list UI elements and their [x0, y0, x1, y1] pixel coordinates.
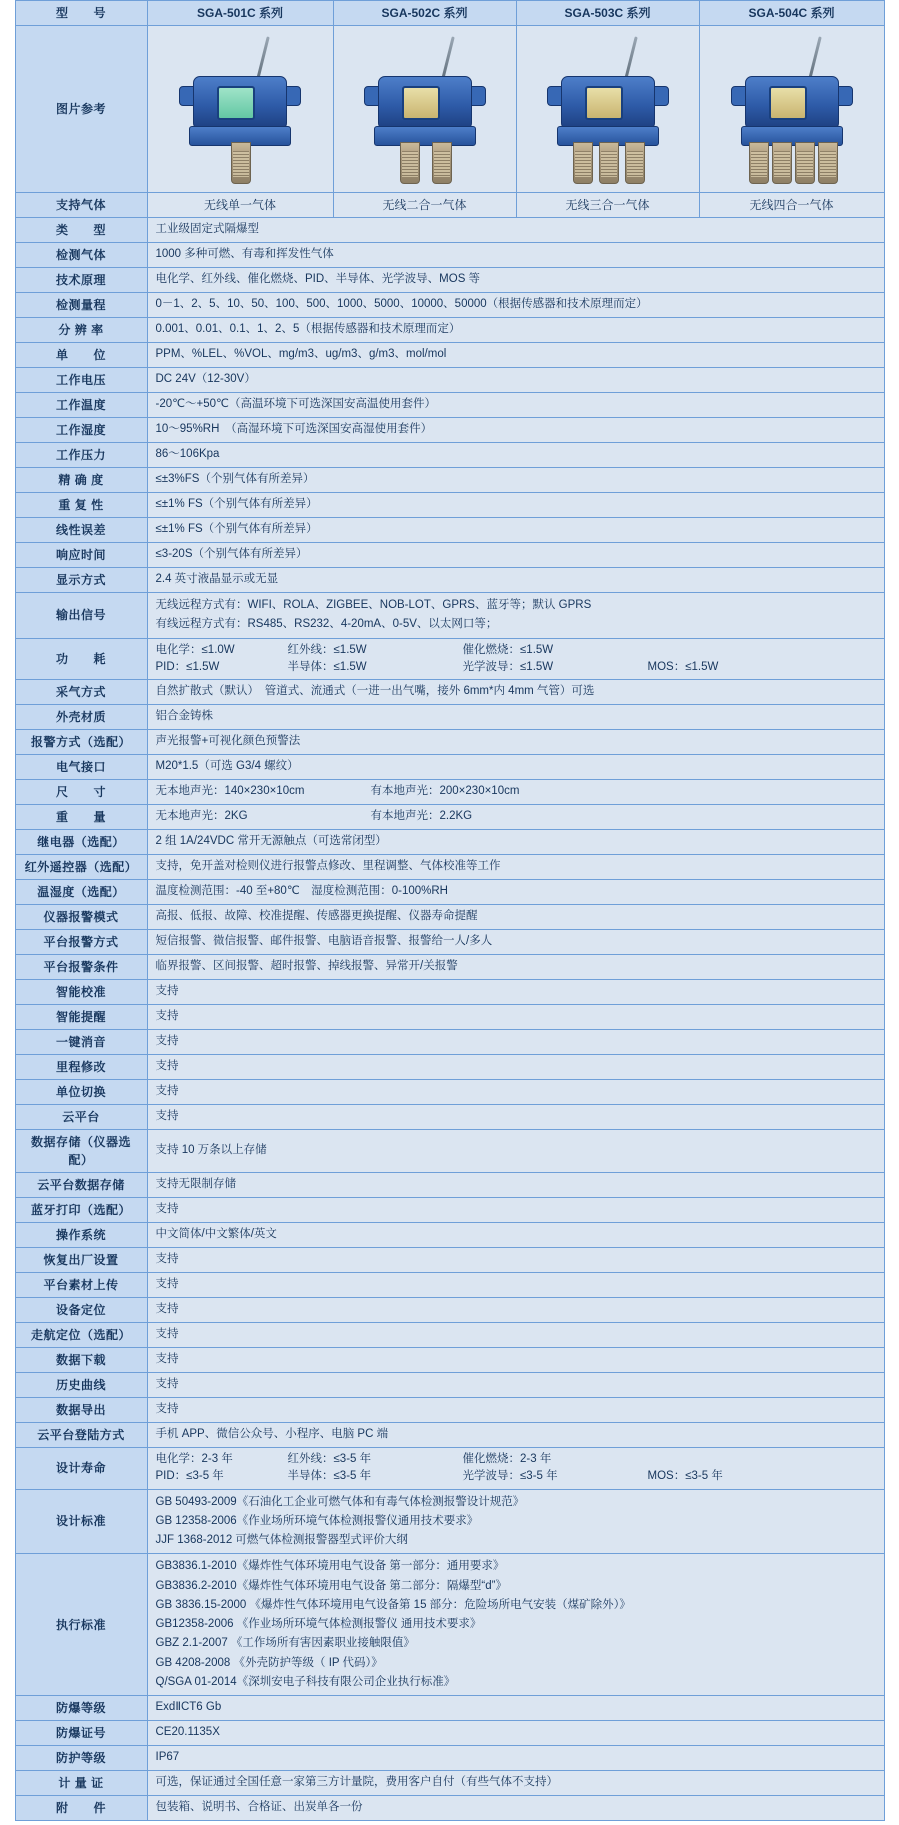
- sensor-probe-2: [432, 142, 452, 184]
- row-value-data-export: 支持: [147, 1398, 884, 1423]
- table-row-accuracy: [15, 468, 884, 493]
- product-image-502c: [333, 26, 516, 193]
- table-row-display: [15, 568, 884, 593]
- row-label-sampling: 采气方式: [15, 680, 147, 705]
- row-value-design-life: [147, 1448, 884, 1490]
- row-value-material-upload: 支持: [147, 1273, 884, 1298]
- table-row-data-download: [15, 1348, 884, 1373]
- power-infrared: 红外线：≤1.5W: [287, 643, 367, 656]
- row-value-ex-rating: ExdⅡCT6 Gb: [147, 1696, 884, 1721]
- supported-gas-502c: 无线二合一气体: [333, 193, 516, 218]
- table-row-design-life: [15, 1448, 884, 1490]
- row-label-weight: 重 量: [15, 805, 147, 830]
- row-value-unit: PPM、%LEL、%VOL、mg/m3、ug/m3、g/m3、mol/mol: [147, 343, 884, 368]
- row-value-accessories: 包装箱、说明书、合格证、出炭单各一份: [147, 1796, 884, 1821]
- table-row-response-time: [15, 543, 884, 568]
- table-row-resolution: [15, 318, 884, 343]
- table-row-model: [15, 1, 884, 26]
- row-value-type: 工业级固定式隔爆型: [147, 218, 884, 243]
- table-row-metrology-certificate: [15, 1771, 884, 1796]
- sensor-probe-1: [400, 142, 420, 184]
- table-row-ip-rating: [15, 1746, 884, 1771]
- row-label-response-time: 响应时间: [15, 543, 147, 568]
- row-value-response-time: ≤3-20S（个别气体有所差异）: [147, 543, 884, 568]
- row-label-metrology-certificate: 计 量 证: [15, 1771, 147, 1796]
- row-value-execution-standard: [147, 1554, 884, 1696]
- table-row-data-export: [15, 1398, 884, 1423]
- row-label-pressure: 工作压力: [15, 443, 147, 468]
- weight-with-alarm: 有本地声光：2.2KG: [370, 810, 473, 823]
- row-label-data-download: 数据下载: [15, 1348, 147, 1373]
- table-row-accessories: [15, 1796, 884, 1821]
- row-label-range: 检测量程: [15, 293, 147, 318]
- row-label-range-modify: 里程修改: [15, 1055, 147, 1080]
- table-row-weight: [15, 805, 884, 830]
- model-502c: SGA-502C 系列: [333, 1, 516, 26]
- row-value-resolution: 0.001、0.01、0.1、1、2、5（根据传感器和技术原理而定）: [147, 318, 884, 343]
- sensor-probe-1: [573, 142, 593, 184]
- row-value-platform-alarm-mode: 短信报警、微信报警、邮件报警、电脑语音报警、报警给一人/多人: [147, 930, 884, 955]
- table-row-ex-certificate: [15, 1721, 884, 1746]
- detector-manifold: [374, 126, 476, 146]
- row-label-ip-rating: 防护等级: [15, 1746, 147, 1771]
- row-value-temperature: -20℃～+50℃（高温环境下可选深国安高温使用套件）: [147, 393, 884, 418]
- row-value-data-storage: 支持 10 万条以上存储: [147, 1130, 884, 1173]
- sensor-probe-3: [625, 142, 645, 184]
- row-label-data-storage: 数据存储（仪器选配）: [15, 1130, 147, 1173]
- model-501c: SGA-501C 系列: [147, 1, 333, 26]
- table-row-alarm-type: [15, 730, 884, 755]
- row-value-output-signal: [147, 593, 884, 639]
- sensor-probe-2: [599, 142, 619, 184]
- product-image-501c: [147, 26, 333, 193]
- model-503c: SGA-503C 系列: [516, 1, 699, 26]
- table-row-type: [15, 218, 884, 243]
- table-row-design-standard: [15, 1489, 884, 1554]
- design-standard-line-1: GB 50493-2009《石油化工企业可燃气体和有毒气体检测报警设计规范》: [155, 1495, 525, 1508]
- life-blank: [648, 1451, 818, 1468]
- row-label-type: 类 型: [15, 218, 147, 243]
- table-row-ex-rating: [15, 1696, 884, 1721]
- life-mos: MOS：≤3-5 年: [647, 1470, 723, 1483]
- row-value-device-location: 支持: [147, 1298, 884, 1323]
- table-row-technology: [15, 268, 884, 293]
- table-row-cloud-platform: [15, 1105, 884, 1130]
- life-electrochemical: 电化学：2-3 年: [155, 1453, 233, 1465]
- table-row-temperature: [15, 393, 884, 418]
- row-label-humidity: 工作湿度: [15, 418, 147, 443]
- table-row-history-curve: [15, 1373, 884, 1398]
- table-row-unit: [15, 343, 884, 368]
- power-semiconductor: 半导体：≤1.5W: [287, 660, 367, 673]
- row-value-mobile-location: 支持: [147, 1323, 884, 1348]
- table-row-housing: [15, 705, 884, 730]
- row-value-cloud-login: 手机 APP、微信公众号、小程序、电脑 PC 端: [147, 1423, 884, 1448]
- row-value-smart-calibration: 支持: [147, 980, 884, 1005]
- detector-screen: [585, 86, 623, 120]
- row-value-voltage: DC 24V（12-30V）: [147, 368, 884, 393]
- table-row-ir-remote: [15, 855, 884, 880]
- row-label-cloud-platform: 云平台: [15, 1105, 147, 1130]
- supported-gas-503c: 无线三合一气体: [516, 193, 699, 218]
- row-value-ir-remote: 支持，免开盖对检则仪进行报警点修改、里程调整、气体校准等工作: [147, 855, 884, 880]
- execution-standard-line-6: GB 4208-2008 《外壳防护等级（ IP 代码）》: [155, 1656, 383, 1669]
- row-label-bluetooth-print: 蓝牙打印（选配）: [15, 1198, 147, 1223]
- row-label-platform-alarm-mode: 平台报警方式: [15, 930, 147, 955]
- sensor-probe-4: [818, 142, 838, 184]
- row-label-model: 型 号: [15, 1, 147, 26]
- row-value-device-alarm-mode: 高报、低报、故障、校准提醒、传感器更换提醒、仪器寿命提醒: [147, 905, 884, 930]
- row-value-unit-switch: 支持: [147, 1080, 884, 1105]
- row-label-accuracy: 精 确 度: [15, 468, 147, 493]
- row-label-output-signal: 输出信号: [15, 593, 147, 639]
- row-label-platform-alarm-condition: 平台报警条件: [15, 955, 147, 980]
- row-value-ex-certificate: CE20.1135X: [147, 1721, 884, 1746]
- table-row-size: [15, 780, 884, 805]
- table-row-humidity: [15, 418, 884, 443]
- table-row-sampling: [15, 680, 884, 705]
- row-label-design-standard: 设计标准: [15, 1489, 147, 1554]
- power-mos: MOS：≤1.5W: [647, 660, 719, 673]
- row-label-ex-rating: 防爆等级: [15, 1696, 147, 1721]
- row-value-electrical-interface: M20*1.5（可选 G3/4 螺纹）: [147, 755, 884, 780]
- row-label-voltage: 工作电压: [15, 368, 147, 393]
- life-pid: PID：≤3-5 年: [155, 1470, 224, 1483]
- power-blank: [648, 642, 818, 659]
- power-optical: 光学波导：≤1.5W: [462, 660, 554, 673]
- power-catalytic: 催化燃烧：≤1.5W: [462, 643, 554, 656]
- row-label-technology: 技术原理: [15, 268, 147, 293]
- product-image-504c: [699, 26, 884, 193]
- row-value-design-standard: [147, 1489, 884, 1554]
- row-value-range: 0－1、2、5、10、50、100、500、1000、5000、10000、50000（根据传感器和技术原理而定）: [147, 293, 884, 318]
- row-value-temp-humidity-option: 温度检测范围：-40 至+80℃ 湿度检测范围：0-100%RH: [147, 880, 884, 905]
- gas-detector-icon-2: [350, 30, 500, 188]
- product-spec-table: [15, 0, 885, 1821]
- detector-screen: [402, 86, 440, 120]
- weight-without-alarm: 无本地声光：2KG: [155, 810, 248, 823]
- table-row-temp-humidity-option: [15, 880, 884, 905]
- row-label-housing: 外壳材质: [15, 705, 147, 730]
- table-row-detect-gas: [15, 243, 884, 268]
- row-value-metrology-certificate: 可选，保证通过全国任意一家第三方计量院，费用客户自付（有些气体不支持）: [147, 1771, 884, 1796]
- row-value-display: 2.4 英寸液晶显示或无显: [147, 568, 884, 593]
- detector-screen: [769, 86, 807, 120]
- table-row-repeatability: [15, 493, 884, 518]
- row-value-pressure: 86～106Kpa: [147, 443, 884, 468]
- table-row-unit-switch: [15, 1080, 884, 1105]
- row-label-cloud-storage: 云平台数据存储: [15, 1173, 147, 1198]
- row-label-device-location: 设备定位: [15, 1298, 147, 1323]
- table-row-mobile-location: [15, 1323, 884, 1348]
- table-row-image-reference: [15, 26, 884, 193]
- table-row-cloud-login: [15, 1423, 884, 1448]
- power-electrochemical: 电化学：≤1.0W: [155, 643, 235, 656]
- row-label-temp-humidity-option: 温湿度（选配）: [15, 880, 147, 905]
- row-value-sampling: 自然扩散式（默认） 管道式、流通式（一进一出气嘴，接外 6mm*内 4mm 气管）可选: [147, 680, 884, 705]
- row-value-repeatability: ≤±1% FS（个别气体有所差异）: [147, 493, 884, 518]
- row-value-power: [147, 638, 884, 680]
- row-value-cloud-storage: 支持无限制存储: [147, 1173, 884, 1198]
- row-label-execution-standard: 执行标准: [15, 1554, 147, 1696]
- row-value-data-download: 支持: [147, 1348, 884, 1373]
- row-value-technology: 电化学、红外线、催化燃烧、PID、半导体、光学波导、MOS 等: [147, 268, 884, 293]
- row-value-history-curve: 支持: [147, 1373, 884, 1398]
- row-value-weight: [147, 805, 884, 830]
- row-value-platform-alarm-condition: 临界报警、区间报警、超时报警、掉线报警、异常开/关报警: [147, 955, 884, 980]
- row-value-accuracy: ≤±3%FS（个别气体有所差异）: [147, 468, 884, 493]
- table-row-execution-standard: [15, 1554, 884, 1696]
- row-value-ip-rating: IP67: [147, 1746, 884, 1771]
- row-label-history-curve: 历史曲线: [15, 1373, 147, 1398]
- gas-detector-icon-3: [533, 30, 683, 188]
- row-label-repeatability: 重 复 性: [15, 493, 147, 518]
- row-label-detect-gas: 检测气体: [15, 243, 147, 268]
- table-row-electrical-interface: [15, 755, 884, 780]
- sensor-probe-1: [749, 142, 769, 184]
- table-row-voltage: [15, 368, 884, 393]
- life-catalytic: 催化燃烧：2-3 年: [462, 1453, 552, 1465]
- table-row-device-alarm-mode: [15, 905, 884, 930]
- table-row-bluetooth-print: [15, 1198, 884, 1223]
- row-label-ir-remote: 红外遥控器（选配）: [15, 855, 147, 880]
- row-value-linearity: ≤±1% FS（个别气体有所差异）: [147, 518, 884, 543]
- output-wired: 有线远程方式有：RS485、RS232、4-20mA、0-5V、以太网口等；: [155, 618, 498, 631]
- row-value-alarm-type: 声光报警+可视化颜色预警法: [147, 730, 884, 755]
- table-row-relay: [15, 830, 884, 855]
- table-row-range-modify: [15, 1055, 884, 1080]
- row-value-factory-reset: 支持: [147, 1248, 884, 1273]
- row-value-humidity: 10～95%RH （高湿环境下可选深国安高湿使用套件）: [147, 418, 884, 443]
- row-label-image-reference: 图片参考: [15, 26, 147, 193]
- row-label-supported-gas: 支持气体: [15, 193, 147, 218]
- row-label-relay: 继电器（选配）: [15, 830, 147, 855]
- row-label-display: 显示方式: [15, 568, 147, 593]
- row-label-cloud-login: 云平台登陆方式: [15, 1423, 147, 1448]
- row-value-cloud-platform: 支持: [147, 1105, 884, 1130]
- life-semiconductor: 半导体：≤3-5 年: [287, 1470, 372, 1483]
- life-optical: 光学波导：≤3-5 年: [462, 1470, 558, 1483]
- row-value-size: [147, 780, 884, 805]
- size-with-alarm: 有本地声光：200×230×10cm: [370, 785, 520, 798]
- row-value-housing: 铝合金铸株: [147, 705, 884, 730]
- table-row-platform-alarm-mode: [15, 930, 884, 955]
- sensor-probe-3: [795, 142, 815, 184]
- execution-standard-line-1: GB3836.1-2010《爆炸性气体环境用电气设备 第一部分：通用要求》: [155, 1560, 505, 1573]
- row-label-size: 尺 寸: [15, 780, 147, 805]
- model-504c: SGA-504C 系列: [699, 1, 884, 26]
- table-row-smart-calibration: [15, 980, 884, 1005]
- table-row-device-location: [15, 1298, 884, 1323]
- row-value-detect-gas: 1000 多种可燃、有毒和挥发性气体: [147, 243, 884, 268]
- supported-gas-501c: 无线单一气体: [147, 193, 333, 218]
- row-label-design-life: 设计寿命: [15, 1448, 147, 1490]
- row-value-relay: 2 组 1A/24VDC 常开无源触点（可选常闭型）: [147, 830, 884, 855]
- row-label-factory-reset: 恢复出厂设置: [15, 1248, 147, 1273]
- table-row-data-storage: [15, 1130, 884, 1173]
- execution-standard-line-7: Q/SGA 01-2014《深圳安电子科技有限公司企业执行标准》: [155, 1675, 456, 1688]
- table-row-factory-reset: [15, 1248, 884, 1273]
- row-label-power: 功 耗: [15, 638, 147, 680]
- table-row-platform-alarm-condition: [15, 955, 884, 980]
- table-row-pressure: [15, 443, 884, 468]
- row-label-temperature: 工作温度: [15, 393, 147, 418]
- execution-standard-line-5: GBZ 2.1-2007 《工作场所有害因素职业接触限值》: [155, 1637, 415, 1650]
- detector-screen: [217, 86, 255, 120]
- table-row-linearity: [15, 518, 884, 543]
- row-label-mobile-location: 走航定位（选配）: [15, 1323, 147, 1348]
- row-label-unit: 单 位: [15, 343, 147, 368]
- table-row-smart-reminder: [15, 1005, 884, 1030]
- execution-standard-line-2: GB3836.2-2010《爆炸性气体环境用电气设备 第二部分：隔爆型“d”》: [155, 1579, 507, 1592]
- table-row-cloud-storage: [15, 1173, 884, 1198]
- table-row-material-upload: [15, 1273, 884, 1298]
- row-label-accessories: 附 件: [15, 1796, 147, 1821]
- row-value-os-language: 中文简体/中文繁体/英文: [147, 1223, 884, 1248]
- row-label-data-export: 数据导出: [15, 1398, 147, 1423]
- table-row-output-signal: [15, 593, 884, 639]
- row-label-material-upload: 平台素材上传: [15, 1273, 147, 1298]
- table-row-one-key-mute: [15, 1030, 884, 1055]
- execution-standard-line-3: GB 3836.15-2000 《爆炸性气体环境用电气设备第 15 部分：危险场所电气安装（煤矿除外）》: [155, 1598, 631, 1611]
- product-image-503c: [516, 26, 699, 193]
- page-bottom-spacer: [0, 1821, 899, 1825]
- row-value-one-key-mute: 支持: [147, 1030, 884, 1055]
- row-label-smart-calibration: 智能校准: [15, 980, 147, 1005]
- row-label-alarm-type: 报警方式（选配）: [15, 730, 147, 755]
- gas-detector-icon-1: [165, 30, 315, 188]
- sensor-probe-1: [231, 142, 251, 184]
- execution-standard-line-4: GB12358-2006 《作业场所环境气体检测报警仪 通用技术要求》: [155, 1618, 482, 1630]
- gas-detector-icon-4: [717, 30, 867, 188]
- size-without-alarm: 无本地声光：140×230×10cm: [155, 785, 305, 798]
- output-wireless: 无线远程方式有：WIFI、ROLA、ZIGBEE、NOB-LOT、GPRS、蓝牙等；默认 GPRS: [155, 599, 592, 611]
- row-label-os-language: 操作系统: [15, 1223, 147, 1248]
- supported-gas-504c: 无线四合一气体: [699, 193, 884, 218]
- row-value-bluetooth-print: 支持: [147, 1198, 884, 1223]
- row-label-resolution: 分 辨 率: [15, 318, 147, 343]
- row-label-ex-certificate: 防爆证号: [15, 1721, 147, 1746]
- life-infrared: 红外线：≤3-5 年: [287, 1453, 372, 1465]
- row-label-unit-switch: 单位切换: [15, 1080, 147, 1105]
- row-label-smart-reminder: 智能提醒: [15, 1005, 147, 1030]
- table-row-os-language: [15, 1223, 884, 1248]
- row-value-smart-reminder: 支持: [147, 1005, 884, 1030]
- design-standard-line-2: GB 12358-2006《作业场所环境气体检测报警仪通用技术要求》: [155, 1514, 479, 1527]
- power-pid: PID：≤1.5W: [155, 660, 220, 673]
- row-label-one-key-mute: 一键消音: [15, 1030, 147, 1055]
- sensor-probe-2: [772, 142, 792, 184]
- table-row-range: [15, 293, 884, 318]
- row-label-electrical-interface: 电气接口: [15, 755, 147, 780]
- design-standard-line-3: JJF 1368-2012 可燃气体检测报警器型式评价大纲: [155, 1534, 408, 1546]
- table-row-supported-gas: [15, 193, 884, 218]
- row-label-linearity: 线性误差: [15, 518, 147, 543]
- table-row-power: [15, 638, 884, 680]
- row-value-range-modify: 支持: [147, 1055, 884, 1080]
- row-label-device-alarm-mode: 仪器报警模式: [15, 905, 147, 930]
